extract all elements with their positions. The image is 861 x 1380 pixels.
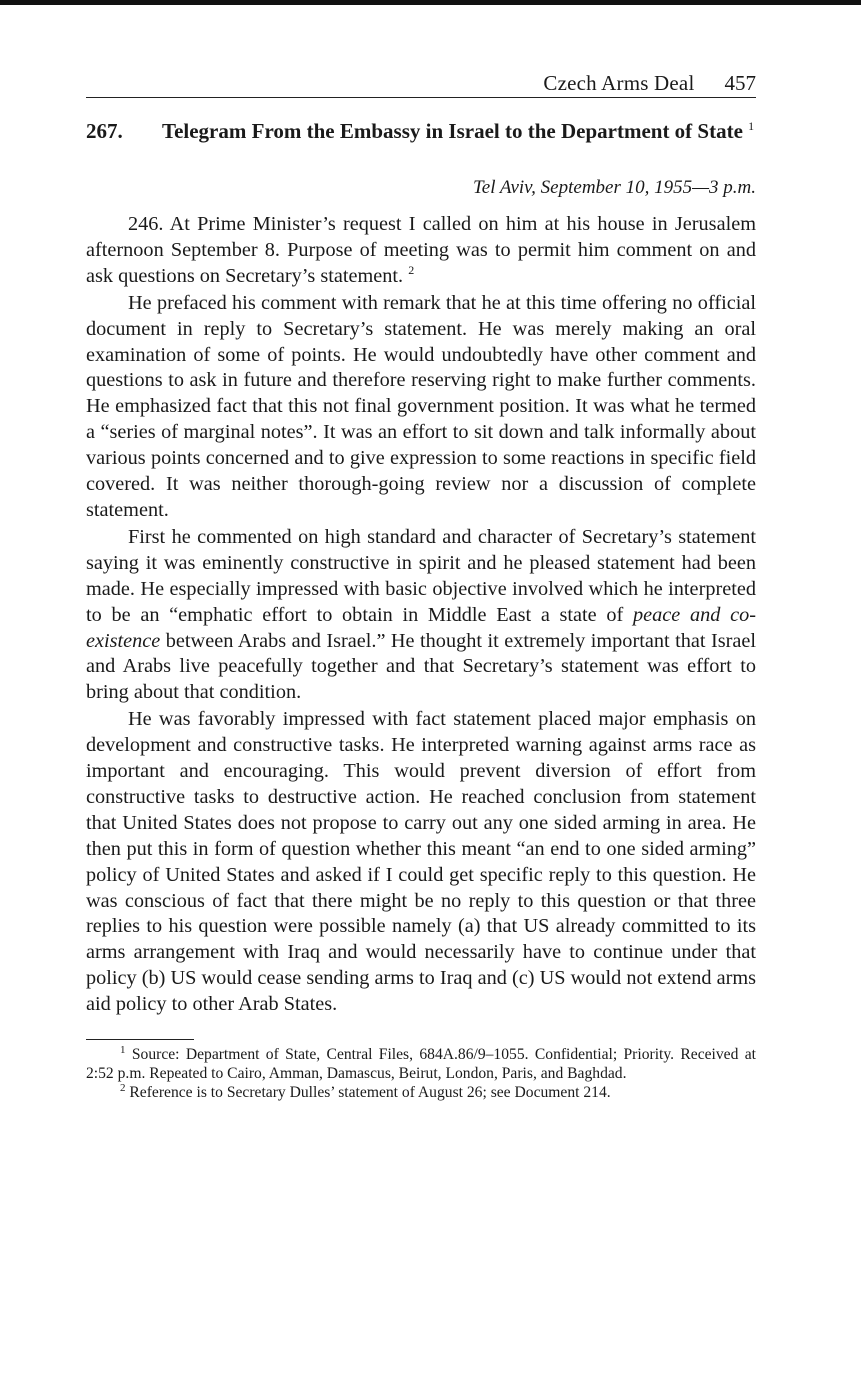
footnote-1-mark: 1 (120, 1043, 126, 1056)
footnote-ref-1: 1 (748, 119, 755, 133)
dateline: Tel Aviv, September 10, 1955—3 p.m. (472, 177, 756, 198)
footnote-rule (86, 1039, 194, 1040)
footnote-1-text: Source: Department of State, Central Files, 684A.86/9–1055. Confidential; Priority. Received at 2:52 p.m. Repeated to Cairo, Amman, Damascus, Beirut, London, Paris, and Baghdad. (86, 1046, 756, 1083)
document-heading (86, 118, 756, 145)
document-title-block (162, 118, 756, 145)
paragraph-3-emphasis: peace and co-existence (86, 603, 756, 652)
footnote-2-mark: 2 (120, 1081, 126, 1094)
telegram-body (86, 212, 756, 1018)
document-number: 267. (86, 119, 123, 143)
paragraph-3-text-a: First he commented on high standard and character of Secretary’s statement saying it was eminently constructive in spirit and he pleased statement had been made. He especially impressed with basic objective involved which he interpreted to be an “emphatic effort to obtain in Middle East a state of (86, 525, 756, 626)
paragraph-1 (86, 212, 756, 290)
footnote-2 (86, 1083, 756, 1102)
paragraph-3 (86, 525, 756, 706)
document-title: Telegram From the Embassy in Israel to the Department of State (162, 119, 743, 143)
page-top-edge (0, 0, 861, 5)
page-number: 457 (724, 71, 756, 95)
footnotes (86, 1039, 756, 1102)
paragraph-3-text-b: between Arabs and Israel.” He thought it extremely important that Israel and Arabs live peacefully together and that Secretary’s statement was effort to bring about that condition. (86, 629, 756, 704)
running-head (86, 70, 756, 98)
paragraph-1-text: 246. At Prime Minister’s request I called on him at his house in Jerusalem afternoon September 8. Purpose of meeting was to permit him comment on and ask questions on Secretary’s statement. (86, 213, 756, 287)
running-head-title: Czech Arms Deal (543, 71, 695, 95)
footnote-1 (86, 1045, 756, 1083)
paragraph-4: He was favorably impressed with fact statement placed major emphasis on development and constructive tasks. He interpreted warning against arms race as important and encouraging. This would prevent diversion of effort from constructive tasks to destructive action. He reached conclusion from statement that United States does not propose to carry out any one sided arming in area. He then put this in form of question whether this meant “an end to one sided arming” policy of United States and asked if I could get specific reply to this question. He was conscious of fact that there might be no reply to this question or that three replies to his question were possible namely (a) that US already committed to its arms arrangement with Iraq and would necessarily have to continue under that policy (b) US would cease sending arms to Iraq and (c) US would not extend arms aid policy to other Arab States. (86, 708, 756, 1016)
document-page (86, 70, 756, 1102)
footnote-ref-2: 2 (408, 263, 415, 278)
footnote-2-text: Reference is to Secretary Dulles’ statement of August 26; see Document 214. (129, 1084, 611, 1102)
paragraph-2: He prefaced his comment with remark that he at this time offering no official document in reply to Secretary’s statement. He was merely making an oral examination of some of points. He would undoubtedly have other comment and questions to ask in future and therefore reserving right to make further comments. He emphasized fact that this not final government position. It was what he termed a “series of marginal notes”. It was an effort to sit down and talk informally about various points concerned and to give expression to some reactions in specific field covered. It was neither thorough-going review nor a discussion of complete statement. (86, 291, 756, 521)
